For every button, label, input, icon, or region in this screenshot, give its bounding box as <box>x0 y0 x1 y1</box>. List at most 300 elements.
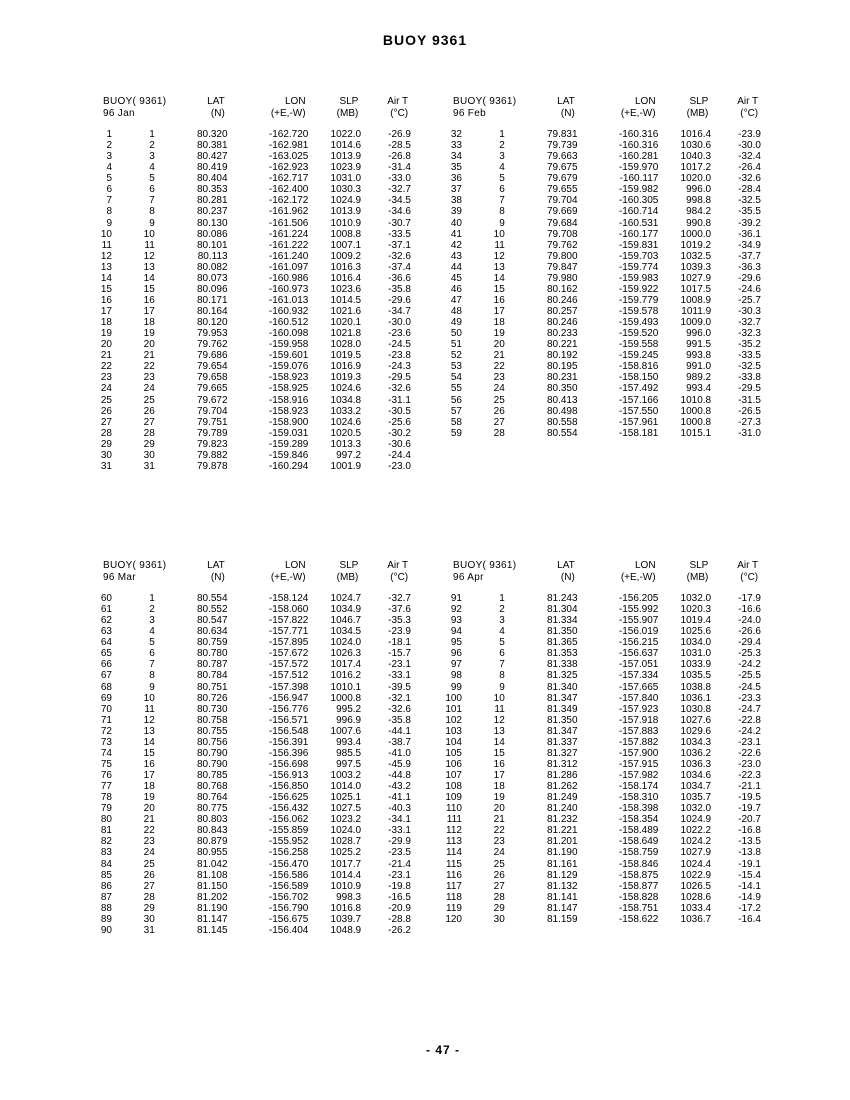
cell-airt: -33.1 <box>388 825 411 837</box>
cell-seq: 10 <box>100 228 112 240</box>
cell-airt: -45.9 <box>388 758 411 770</box>
col-header-slp: SLP <box>689 560 709 571</box>
cell-seq: 93 <box>450 615 462 627</box>
page-title: BUOY 9361 <box>382 32 468 48</box>
col-unit-lat: (N) <box>210 572 225 583</box>
cell-day: 13 <box>493 261 505 273</box>
cell-airt: -23.9 <box>388 626 411 638</box>
cell-lon: -156.850 <box>268 781 309 793</box>
col-header-lat: LAT <box>207 560 225 571</box>
cell-lon: -158.174 <box>618 781 659 793</box>
cell-airt: -24.3 <box>388 361 411 373</box>
cell-slp: 1034.7 <box>680 781 712 793</box>
cell-airt: -32.6 <box>388 250 411 262</box>
cell-lon: -157.840 <box>618 692 659 704</box>
cell-slp: 1020.5 <box>330 427 362 439</box>
table-row <box>90 306 411 317</box>
cell-lat: 81.129 <box>546 869 578 881</box>
cell-slp: 1034.8 <box>330 394 362 406</box>
cell-seq: 88 <box>100 902 112 914</box>
cell-lat: 81.141 <box>546 891 578 903</box>
cell-day: 6 <box>149 648 155 660</box>
cell-lat: 80.195 <box>546 361 578 373</box>
table-header <box>440 96 761 120</box>
cell-airt: -25.6 <box>388 416 411 428</box>
table-row <box>440 859 761 870</box>
cell-lat: 81.347 <box>546 725 578 737</box>
table-row <box>90 648 411 659</box>
table-row <box>440 825 761 836</box>
cell-slp: 1019.5 <box>330 350 362 362</box>
cell-lat: 80.257 <box>546 306 578 317</box>
cell-lat: 80.759 <box>196 637 228 649</box>
cell-lon: -161.222 <box>268 239 309 251</box>
cell-seq: 68 <box>100 681 112 693</box>
cell-seq: 85 <box>100 869 112 881</box>
cell-airt: -36.1 <box>738 228 761 240</box>
cell-lat: 80.547 <box>196 615 228 627</box>
cell-lat: 80.751 <box>196 681 228 693</box>
table-row <box>440 284 761 295</box>
cell-lat: 80.726 <box>196 692 228 704</box>
cell-lon: -159.958 <box>268 339 309 351</box>
table-row <box>440 306 761 317</box>
cell-lat: 80.784 <box>196 670 228 682</box>
table-row <box>440 659 761 670</box>
table-row <box>90 870 411 881</box>
cell-lon: -159.774 <box>618 261 659 273</box>
cell-lat: 80.768 <box>196 781 228 793</box>
cell-airt: -16.5 <box>388 891 411 903</box>
cell-seq: 63 <box>100 626 112 638</box>
table-row <box>90 129 411 140</box>
cell-slp: 1021.6 <box>330 306 362 317</box>
cell-seq: 4 <box>106 162 112 174</box>
cell-lon: -157.665 <box>618 681 659 693</box>
table-row <box>440 792 761 803</box>
cell-day: 8 <box>149 670 155 682</box>
table-row <box>90 350 411 361</box>
cell-lat: 79.704 <box>196 405 228 417</box>
cell-slp: 1033.9 <box>680 659 712 671</box>
cell-lat: 80.790 <box>196 747 228 759</box>
table-row <box>440 870 761 881</box>
cell-lat: 80.790 <box>196 758 228 770</box>
cell-lat: 81.338 <box>546 659 578 671</box>
cell-slp: 1016.9 <box>330 361 362 373</box>
table-header <box>90 96 411 120</box>
cell-airt: -40.3 <box>388 803 411 815</box>
cell-airt: -23.0 <box>738 758 761 770</box>
cell-day: 10 <box>493 228 505 240</box>
cell-lat: 81.150 <box>196 880 228 892</box>
cell-slp: 1016.4 <box>680 129 712 140</box>
cell-lon: -158.923 <box>268 372 309 384</box>
cell-slp: 995.2 <box>336 703 362 715</box>
cell-lat: 80.164 <box>196 306 228 317</box>
cell-seq: 67 <box>100 670 112 682</box>
cell-lon: -160.281 <box>618 151 659 163</box>
cell-slp: 1000.0 <box>680 228 712 240</box>
cell-seq: 16 <box>100 294 112 306</box>
cell-day: 2 <box>499 604 505 616</box>
cell-slp: 996.0 <box>686 328 712 340</box>
cell-airt: -34.7 <box>388 306 411 317</box>
table-row <box>440 251 761 262</box>
cell-day: 11 <box>144 239 155 251</box>
cell-seq: 70 <box>100 703 112 715</box>
cell-lon: -160.316 <box>618 140 659 152</box>
cell-lat: 80.246 <box>546 294 578 306</box>
cell-airt: -25.3 <box>738 648 761 660</box>
cell-airt: -37.7 <box>738 250 761 262</box>
cell-lon: -156.913 <box>268 770 309 781</box>
cell-airt: -25.5 <box>738 670 761 682</box>
cell-day: 24 <box>493 847 505 859</box>
cell-lat: 80.427 <box>196 151 228 163</box>
table-row <box>440 417 761 428</box>
cell-airt: -39.2 <box>738 217 761 229</box>
cell-lon: -162.981 <box>268 140 309 152</box>
station-label: BUOY( 9361) <box>453 560 517 571</box>
cell-airt: -24.4 <box>388 449 411 461</box>
cell-lon: -156.675 <box>268 913 309 925</box>
cell-day: 14 <box>143 736 155 748</box>
table-row <box>440 361 761 372</box>
table-header <box>90 560 411 584</box>
cell-day: 27 <box>143 416 155 428</box>
cell-slp: 1000.8 <box>680 416 712 428</box>
cell-seq: 95 <box>450 637 462 649</box>
cell-airt: -19.7 <box>738 803 761 815</box>
cell-slp: 1016.2 <box>330 670 362 682</box>
cell-day: 25 <box>143 394 155 406</box>
cell-airt: -18.1 <box>388 637 411 649</box>
month-label: 96 Apr <box>453 572 484 583</box>
cell-lat: 81.221 <box>546 825 578 837</box>
cell-seq: 20 <box>100 339 112 351</box>
table-row <box>90 604 411 615</box>
cell-airt: -30.0 <box>738 140 761 152</box>
cell-airt: -23.1 <box>738 736 761 748</box>
cell-slp: 1014.6 <box>330 140 362 152</box>
table-row <box>90 218 411 229</box>
month-table-feb <box>440 96 761 439</box>
cell-lat: 80.171 <box>196 294 228 306</box>
cell-slp: 1033.2 <box>330 405 362 417</box>
cell-day: 19 <box>493 328 505 340</box>
cell-lat: 81.243 <box>546 593 578 604</box>
table-row <box>440 218 761 229</box>
cell-airt: -24.2 <box>738 725 761 737</box>
cell-seq: 116 <box>446 869 462 881</box>
cell-lon: -156.637 <box>618 648 659 660</box>
cell-airt: -34.6 <box>388 206 411 218</box>
cell-seq: 89 <box>100 913 112 925</box>
cell-airt: -31.1 <box>388 394 411 406</box>
cell-slp: 1017.7 <box>330 858 362 870</box>
cell-slp: 984.2 <box>686 206 712 218</box>
cell-day: 12 <box>493 714 505 726</box>
cell-day: 2 <box>499 140 505 152</box>
table-row <box>440 715 761 726</box>
cell-airt: -33.1 <box>388 670 411 682</box>
cell-seq: 84 <box>100 858 112 870</box>
cell-lon: -160.512 <box>268 317 309 329</box>
cell-seq: 36 <box>450 173 462 185</box>
table-row <box>440 173 761 184</box>
cell-lon: -158.916 <box>268 394 309 406</box>
table-row <box>90 372 411 383</box>
cell-slp: 1034.3 <box>680 736 712 748</box>
cell-lat: 81.108 <box>196 869 228 881</box>
cell-lon: -156.589 <box>268 880 309 892</box>
cell-seq: 5 <box>106 173 112 185</box>
cell-lat: 80.634 <box>196 626 228 638</box>
cell-day: 18 <box>493 781 505 793</box>
cell-seq: 26 <box>100 405 112 417</box>
cell-slp: 1048.9 <box>330 924 362 936</box>
cell-lat: 81.240 <box>546 803 578 815</box>
cell-airt: -26.4 <box>738 162 761 174</box>
cell-seq: 46 <box>450 283 462 295</box>
cell-lat: 81.262 <box>546 781 578 793</box>
cell-day: 28 <box>143 891 155 903</box>
month-label: 96 Jan <box>103 108 135 119</box>
cell-lon: -157.900 <box>618 747 659 759</box>
table-row <box>440 229 761 240</box>
table-row <box>90 659 411 670</box>
cell-airt: -37.1 <box>388 239 411 251</box>
cell-lat: 80.419 <box>196 162 228 174</box>
cell-lat: 79.679 <box>546 173 578 185</box>
cell-day: 15 <box>493 283 505 295</box>
cell-seq: 37 <box>450 184 462 196</box>
cell-slp: 1001.9 <box>330 460 362 472</box>
cell-lat: 80.756 <box>196 736 228 748</box>
cell-lon: -156.470 <box>268 858 309 870</box>
cell-lon: -159.601 <box>268 350 309 362</box>
cell-slp: 1017.5 <box>680 283 712 295</box>
cell-seq: 47 <box>450 294 462 306</box>
cell-lon: -156.790 <box>268 902 309 914</box>
table-row <box>90 637 411 648</box>
cell-lon: -162.720 <box>268 129 309 140</box>
cell-slp: 1030.6 <box>680 140 712 152</box>
cell-lat: 79.953 <box>196 328 228 340</box>
cell-lon: -158.181 <box>618 427 659 439</box>
cell-lat: 80.237 <box>196 206 228 218</box>
cell-seq: 19 <box>100 328 112 340</box>
cell-slp: 1000.8 <box>330 692 362 704</box>
cell-slp: 1008.9 <box>680 294 712 306</box>
table-row <box>90 803 411 814</box>
cell-seq: 2 <box>106 140 112 152</box>
cell-day: 24 <box>143 847 155 859</box>
cell-lat: 80.086 <box>196 228 228 240</box>
cell-day: 23 <box>143 372 155 384</box>
table-row <box>440 372 761 383</box>
cell-day: 2 <box>149 604 155 616</box>
cell-airt: -35.3 <box>388 615 411 627</box>
cell-seq: 111 <box>446 814 462 826</box>
cell-lat: 79.751 <box>196 416 228 428</box>
cell-airt: -21.4 <box>388 858 411 870</box>
cell-seq: 76 <box>100 770 112 781</box>
cell-day: 30 <box>493 913 505 925</box>
cell-lon: -162.717 <box>268 173 309 185</box>
cell-seq: 17 <box>100 306 112 317</box>
cell-day: 9 <box>149 681 155 693</box>
table-row <box>90 693 411 704</box>
cell-seq: 69 <box>100 692 112 704</box>
cell-day: 19 <box>493 792 505 804</box>
cell-day: 10 <box>143 692 155 704</box>
cell-day: 1 <box>499 129 505 140</box>
table-row <box>440 670 761 681</box>
cell-day: 3 <box>149 151 155 163</box>
cell-airt: -20.9 <box>388 902 411 914</box>
cell-slp: 1000.8 <box>680 405 712 417</box>
cell-lat: 80.231 <box>546 372 578 384</box>
cell-lat: 80.730 <box>196 703 228 715</box>
cell-airt: -41.1 <box>388 792 411 804</box>
cell-day: 9 <box>499 217 505 229</box>
cell-lat: 79.739 <box>546 140 578 152</box>
cell-slp: 997.5 <box>336 758 362 770</box>
cell-seq: 64 <box>100 637 112 649</box>
cell-slp: 1014.4 <box>330 869 362 881</box>
cell-day: 19 <box>143 328 155 340</box>
table-row <box>90 162 411 173</box>
cell-airt: -25.7 <box>738 294 761 306</box>
cell-lon: -155.952 <box>268 836 309 848</box>
cell-lon: -158.900 <box>268 416 309 428</box>
cell-lat: 80.755 <box>196 725 228 737</box>
station-label: BUOY( 9361) <box>103 96 167 107</box>
cell-airt: -37.6 <box>388 604 411 616</box>
cell-airt: -31.5 <box>738 394 761 406</box>
cell-slp: 1034.6 <box>680 770 712 781</box>
col-header-airt: Air T <box>737 96 759 107</box>
cell-lat: 81.347 <box>546 692 578 704</box>
cell-day: 6 <box>499 184 505 196</box>
cell-slp: 1029.6 <box>680 725 712 737</box>
table-row <box>90 439 411 450</box>
cell-day: 27 <box>493 416 505 428</box>
cell-day: 4 <box>149 626 155 638</box>
cell-slp: 1034.0 <box>680 637 712 649</box>
cell-lon: -156.215 <box>618 637 659 649</box>
cell-day: 7 <box>149 659 155 671</box>
cell-airt: -26.5 <box>738 405 761 417</box>
cell-seq: 25 <box>100 394 112 406</box>
cell-lon: -158.398 <box>618 803 659 815</box>
cell-airt: -32.6 <box>738 173 761 185</box>
cell-lat: 80.554 <box>546 427 578 439</box>
cell-lon: -157.492 <box>618 383 659 395</box>
cell-seq: 71 <box>100 714 112 726</box>
cell-lon: -156.548 <box>268 725 309 737</box>
cell-seq: 83 <box>100 847 112 859</box>
col-header-lat: LAT <box>207 96 225 107</box>
col-unit-lat: (N) <box>210 108 225 119</box>
cell-slp: 1024.0 <box>330 825 362 837</box>
cell-day: 26 <box>493 869 505 881</box>
cell-slp: 998.3 <box>336 891 362 903</box>
cell-slp: 1010.9 <box>330 217 362 229</box>
cell-airt: -21.1 <box>738 781 761 793</box>
cell-lon: -159.831 <box>618 239 659 251</box>
cell-airt: -44.1 <box>388 725 411 737</box>
cell-slp: 1017.2 <box>680 162 712 174</box>
cell-airt: -22.6 <box>738 747 761 759</box>
cell-day: 29 <box>493 902 505 914</box>
cell-slp: 1013.3 <box>330 438 362 450</box>
cell-slp: 1020.0 <box>680 173 712 185</box>
cell-slp: 1009.2 <box>330 250 362 262</box>
cell-slp: 1039.3 <box>680 261 712 273</box>
cell-lon: -159.970 <box>618 162 659 174</box>
cell-slp: 1019.4 <box>680 615 712 627</box>
month-table-apr <box>440 560 761 925</box>
cell-lat: 80.413 <box>546 394 578 406</box>
cell-day: 22 <box>493 361 505 373</box>
cell-lon: -156.586 <box>268 869 309 881</box>
cell-lon: -159.076 <box>268 361 309 373</box>
table-row <box>440 648 761 659</box>
table-row <box>440 626 761 637</box>
cell-day: 31 <box>143 924 155 936</box>
cell-day: 5 <box>499 637 505 649</box>
col-header-slp: SLP <box>339 96 359 107</box>
cell-lon: -160.098 <box>268 328 309 340</box>
cell-slp: 1025.6 <box>680 626 712 638</box>
cell-slp: 1031.0 <box>680 648 712 660</box>
cell-slp: 1022.0 <box>330 129 362 140</box>
cell-lat: 81.353 <box>546 648 578 660</box>
cell-lon: -161.224 <box>268 228 309 240</box>
table-row <box>90 317 411 328</box>
cell-day: 20 <box>143 339 155 351</box>
cell-slp: 1028.0 <box>330 339 362 351</box>
table-row <box>440 814 761 825</box>
cell-lon: -157.166 <box>618 394 659 406</box>
cell-lon: -157.882 <box>618 736 659 748</box>
table-row <box>440 892 761 903</box>
table-row <box>440 903 761 914</box>
table-row <box>90 726 411 737</box>
cell-seq: 101 <box>445 703 462 715</box>
cell-lat: 80.552 <box>196 604 228 616</box>
col-unit-airt: (°C) <box>390 108 409 119</box>
cell-airt: -23.1 <box>388 659 411 671</box>
cell-slp: 1024.9 <box>680 814 712 826</box>
cell-day: 1 <box>149 593 155 604</box>
cell-lon: -158.759 <box>618 847 659 859</box>
cell-airt: -33.8 <box>738 372 761 384</box>
cell-airt: -15.4 <box>738 869 761 881</box>
cell-slp: 1032.0 <box>680 593 712 604</box>
cell-airt: -28.5 <box>388 140 411 152</box>
cell-seq: 113 <box>446 836 462 848</box>
table-row <box>440 184 761 195</box>
cell-day: 18 <box>143 781 155 793</box>
cell-day: 17 <box>143 306 155 317</box>
cell-day: 13 <box>143 261 155 273</box>
cell-slp: 1024.9 <box>330 195 362 207</box>
table-row <box>90 450 411 461</box>
